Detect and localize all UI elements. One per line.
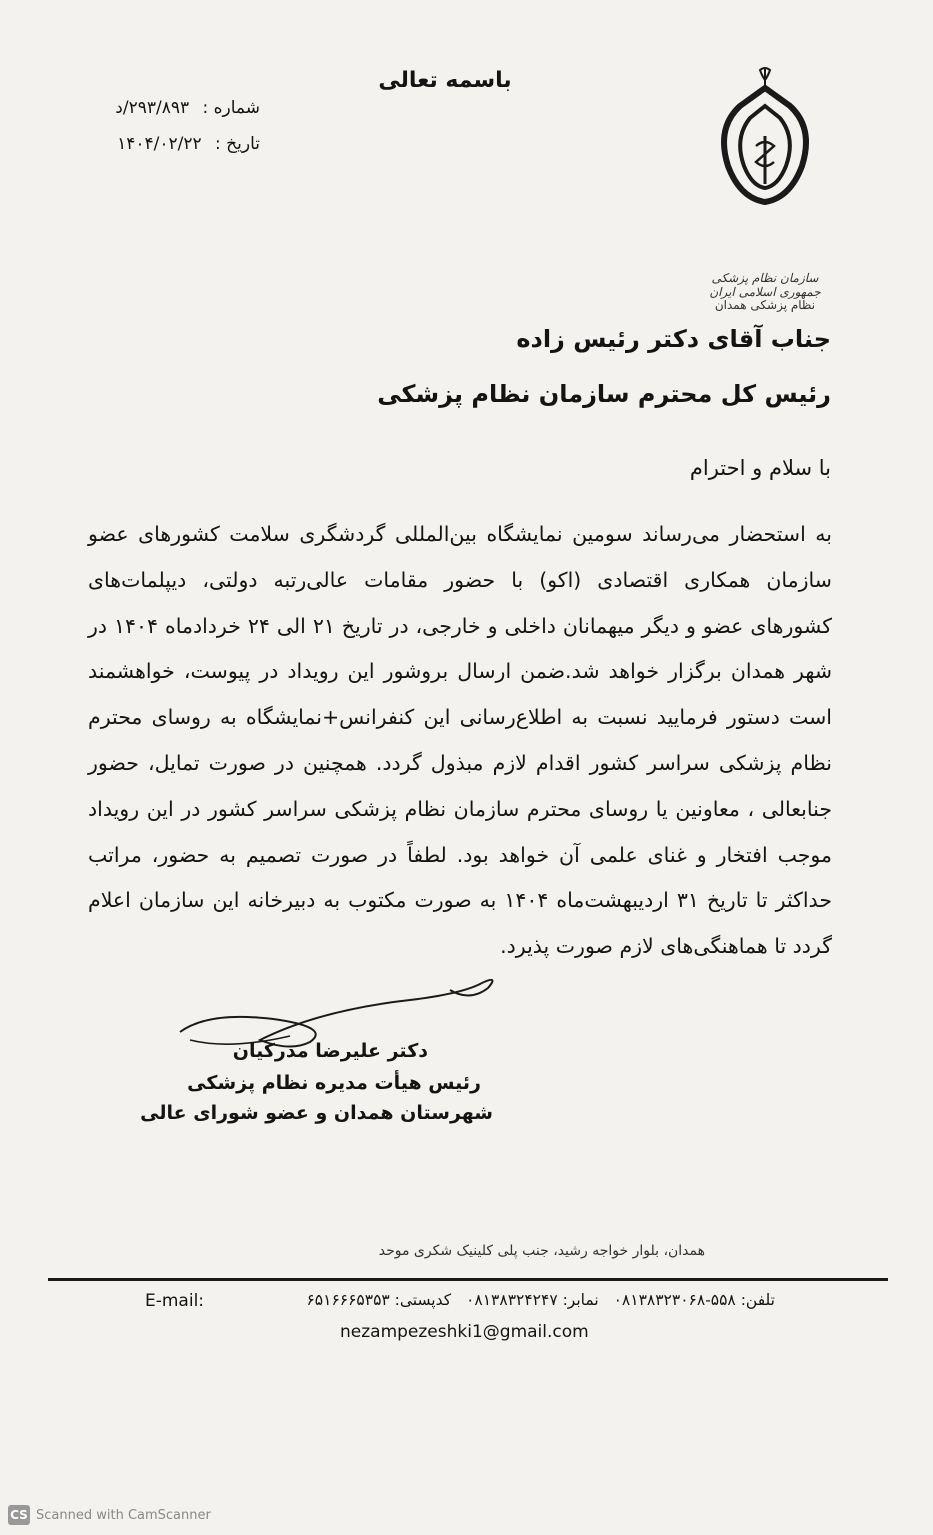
greeting: با سلام و احترام	[689, 456, 831, 480]
letter-number-value: ۲۹۳/۸۹۳/د	[115, 98, 190, 118]
scanner-watermark	[8, 1505, 211, 1525]
footer-phone: تلفن: ۵۵۸-۰۸۱۳۸۳۲۳۰۶۸	[613, 1291, 775, 1309]
signatory-name: دکتر علیرضا مدرکیان	[232, 1040, 428, 1062]
footer-email[interactable]: nezampezeshki1@gmail.com	[340, 1322, 589, 1342]
letter-date-value: ۱۴۰۴/۰۲/۲۲	[117, 134, 202, 154]
medical-council-emblem-icon	[710, 66, 820, 206]
letter-body: به استحضار می‌رساند سومین نمایشگاه بین‌المللی گردشگری سلامت کشورهای عضو سازمان همکاری اقتصادی (اکو) با حضور مقامات عالی‌رتبه دولتی، دیپلمات‌های کشورهای عضو و دیگر میهمانان داخلی و خارجی، در تاریخ ۲۱ الی ۲۴ خردادماه ۱۴۰۴ در شهر همدان برگزار خواهد شد.ضمن ارسال بروشور این رویداد در پیوست، خواهشمند است دستور فرمایید نسبت به اطلاع‌رسانی این کنفرانس+نمایشگاه به روسای محترم نظام پزشکی سراسر کشور اقدام لازم مبذول گردد. همچنین در صورت تمایل، حضور جنابعالی ، معاونین یا روسای محترم سازمان نظام پزشکی سراسر کشور در این رویداد موجب افتخار و غنای علمی آن خواهد بود. لطفاً در صورت تصمیم به حضور، مراتب حداکثر تا تاریخ ۳۱ اردیبهشت‌ماه ۱۴۰۴ به صورت مکتوب به دبیرخانه این سازمان اعلام گردد تا هماهنگی‌های لازم صورت پذیرد.	[88, 522, 832, 959]
invocation-heading: باسمه تعالی	[378, 68, 512, 93]
letter-date	[60, 134, 260, 154]
addressee-title: رئیس کل محترم سازمان نظام پزشکی	[377, 380, 831, 408]
camscanner-logo-icon: CS	[8, 1505, 30, 1525]
footer-divider	[48, 1278, 888, 1281]
signatory-title-line1: رئیس هیأت مدیره نظام پزشکی	[187, 1072, 481, 1094]
footer-email-label: E-mail:	[145, 1291, 205, 1311]
letter-number-label: شماره :	[202, 98, 260, 118]
letter-number	[60, 98, 260, 118]
medical-council-logo	[700, 66, 830, 312]
footer-postal-code: کدپستی: ۶۵۱۶۶۶۵۳۵۳	[306, 1291, 452, 1309]
footer-address: همدان، بلوار خواجه رشید، جنب پلی کلینیک شکری موحد	[378, 1243, 705, 1259]
letter-date-label: تاریخ :	[215, 134, 260, 154]
addressee-name: جناب آقای دکتر رئیس زاده	[516, 325, 831, 353]
scanner-text: Scanned with CamScanner	[36, 1507, 211, 1523]
logo-organization-name: سازمان نظام پزشکی جمهوری اسلامی ایران	[709, 271, 821, 299]
footer-contact-line	[145, 1291, 775, 1309]
signatory-title-line2: شهرستان همدان و عضو شورای عالی	[140, 1102, 493, 1124]
footer-fax: نمابر: ۰۸۱۳۸۳۲۴۲۴۷	[466, 1291, 599, 1309]
logo-branch-name: نظام پزشکی همدان	[714, 298, 816, 312]
